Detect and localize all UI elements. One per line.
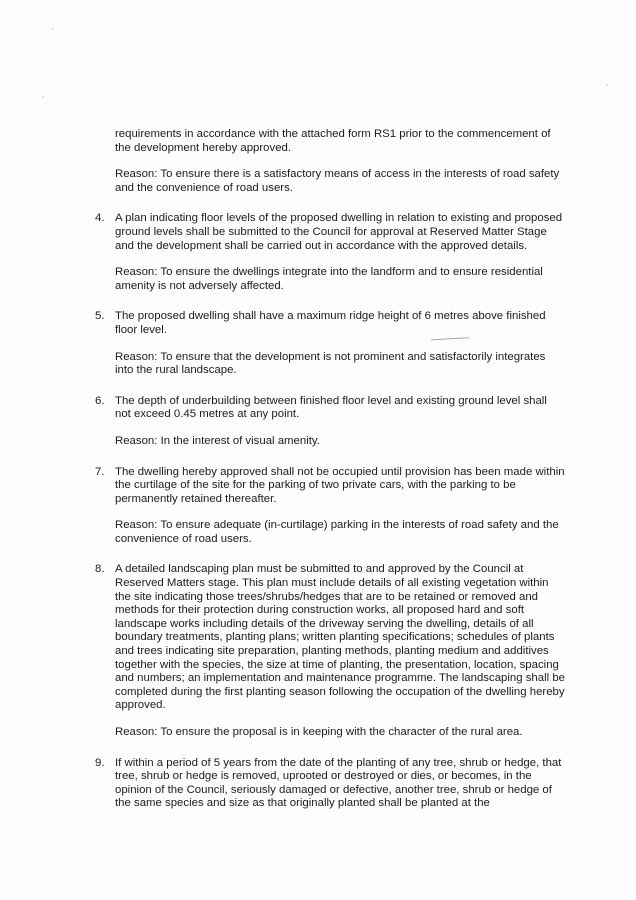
- condition-number: 5.: [95, 310, 105, 323]
- scan-speck: [42, 96, 44, 98]
- condition-reason: Reason: To ensure the proposal is in keeping with the character of the rural area.: [115, 726, 523, 738]
- scan-speck: [52, 28, 54, 30]
- condition-text: A plan indicating floor levels of the proposed dwelling in relation to existing and proposed ground levels shall be submitted to the Council for approval at Reserved Matter Stage and the development shall be carried out in accordance with the approved details.: [115, 212, 563, 252]
- continued-condition-reason: Reason: To ensure there is a satisfactory means of access in the interests of road safety and the convenience of road users.: [115, 168, 560, 194]
- condition-text: The proposed dwelling shall have a maximum ridge height of 6 metres above finished floor level.: [115, 310, 546, 336]
- condition-text: If within a period of 5 years from the date of the planting of any tree, shrub or hedge, that tree, shrub or hedge is removed, uprooted or destroyed or dies, or becomes, in the opinion of the Council, seriously damaged or defective, another tree, shrub or hedge of the same species and size as that originally planted shall be planted at the: [115, 756, 562, 810]
- condition-item: [95, 466, 565, 507]
- condition-reason: Reason: In the interest of visual amenity.: [115, 434, 320, 447]
- condition-reason: Reason: To ensure adequate (in-curtilage) parking in the interests of road safety and the convenience of road users.: [115, 519, 559, 545]
- condition-number: 8.: [95, 563, 105, 576]
- condition-item: [95, 757, 565, 811]
- condition-number: 7.: [95, 465, 105, 478]
- condition-text: The depth of underbuilding between finished floor level and existing ground level shall not exceed 0.45 metres at any point.: [115, 394, 547, 421]
- condition-item: [95, 395, 565, 422]
- continued-condition-text: requirements in accordance with the attached form RS1 prior to the commencement of the development hereby approved.: [115, 128, 551, 154]
- condition-number: 9.: [95, 756, 105, 769]
- conditions-text: [95, 128, 565, 811]
- condition-reason: Reason: To ensure the dwellings integrate into the landform and to ensure residential amenity is not adversely affected.: [115, 266, 543, 292]
- scan-speck: [606, 84, 608, 86]
- condition-text: The dwelling hereby approved shall not be occupied until provision has been made within the curtilage of the site for the parking of two private cars, with the parking to be permanently retained thereafter.: [115, 465, 565, 505]
- condition-number: 4.: [95, 212, 105, 225]
- condition-reason: Reason: To ensure that the development is not prominent and satisfactorily integrates into the rural landscape.: [115, 350, 546, 377]
- condition-item: [95, 212, 565, 253]
- condition-text: A detailed landscaping plan must be submitted to and approved by the Council at Reserved Matters stage. This plan must include details of all existing vegetation within the site indicating those trees/shrubs/hedges that are to be retained or removed and methods for their protection during construction works, all proposed hard and soft landscape works including details of the driveway serving the dwelling, details of all boundary treatments, planting plans; written planting specifications; schedules of plants and trees indicating site preparation, planting methods, planting medium and additives together with the species, the size at time of planting, the presentation, location, spacing and numbers; an implementation and maintenance programme. The landscaping shall be completed during the first planting season following the occupation of the dwelling hereby approved.: [115, 563, 565, 712]
- condition-number: 6.: [95, 394, 105, 407]
- pen-mark: [430, 337, 470, 341]
- condition-item: [95, 310, 565, 337]
- condition-item: [95, 563, 565, 713]
